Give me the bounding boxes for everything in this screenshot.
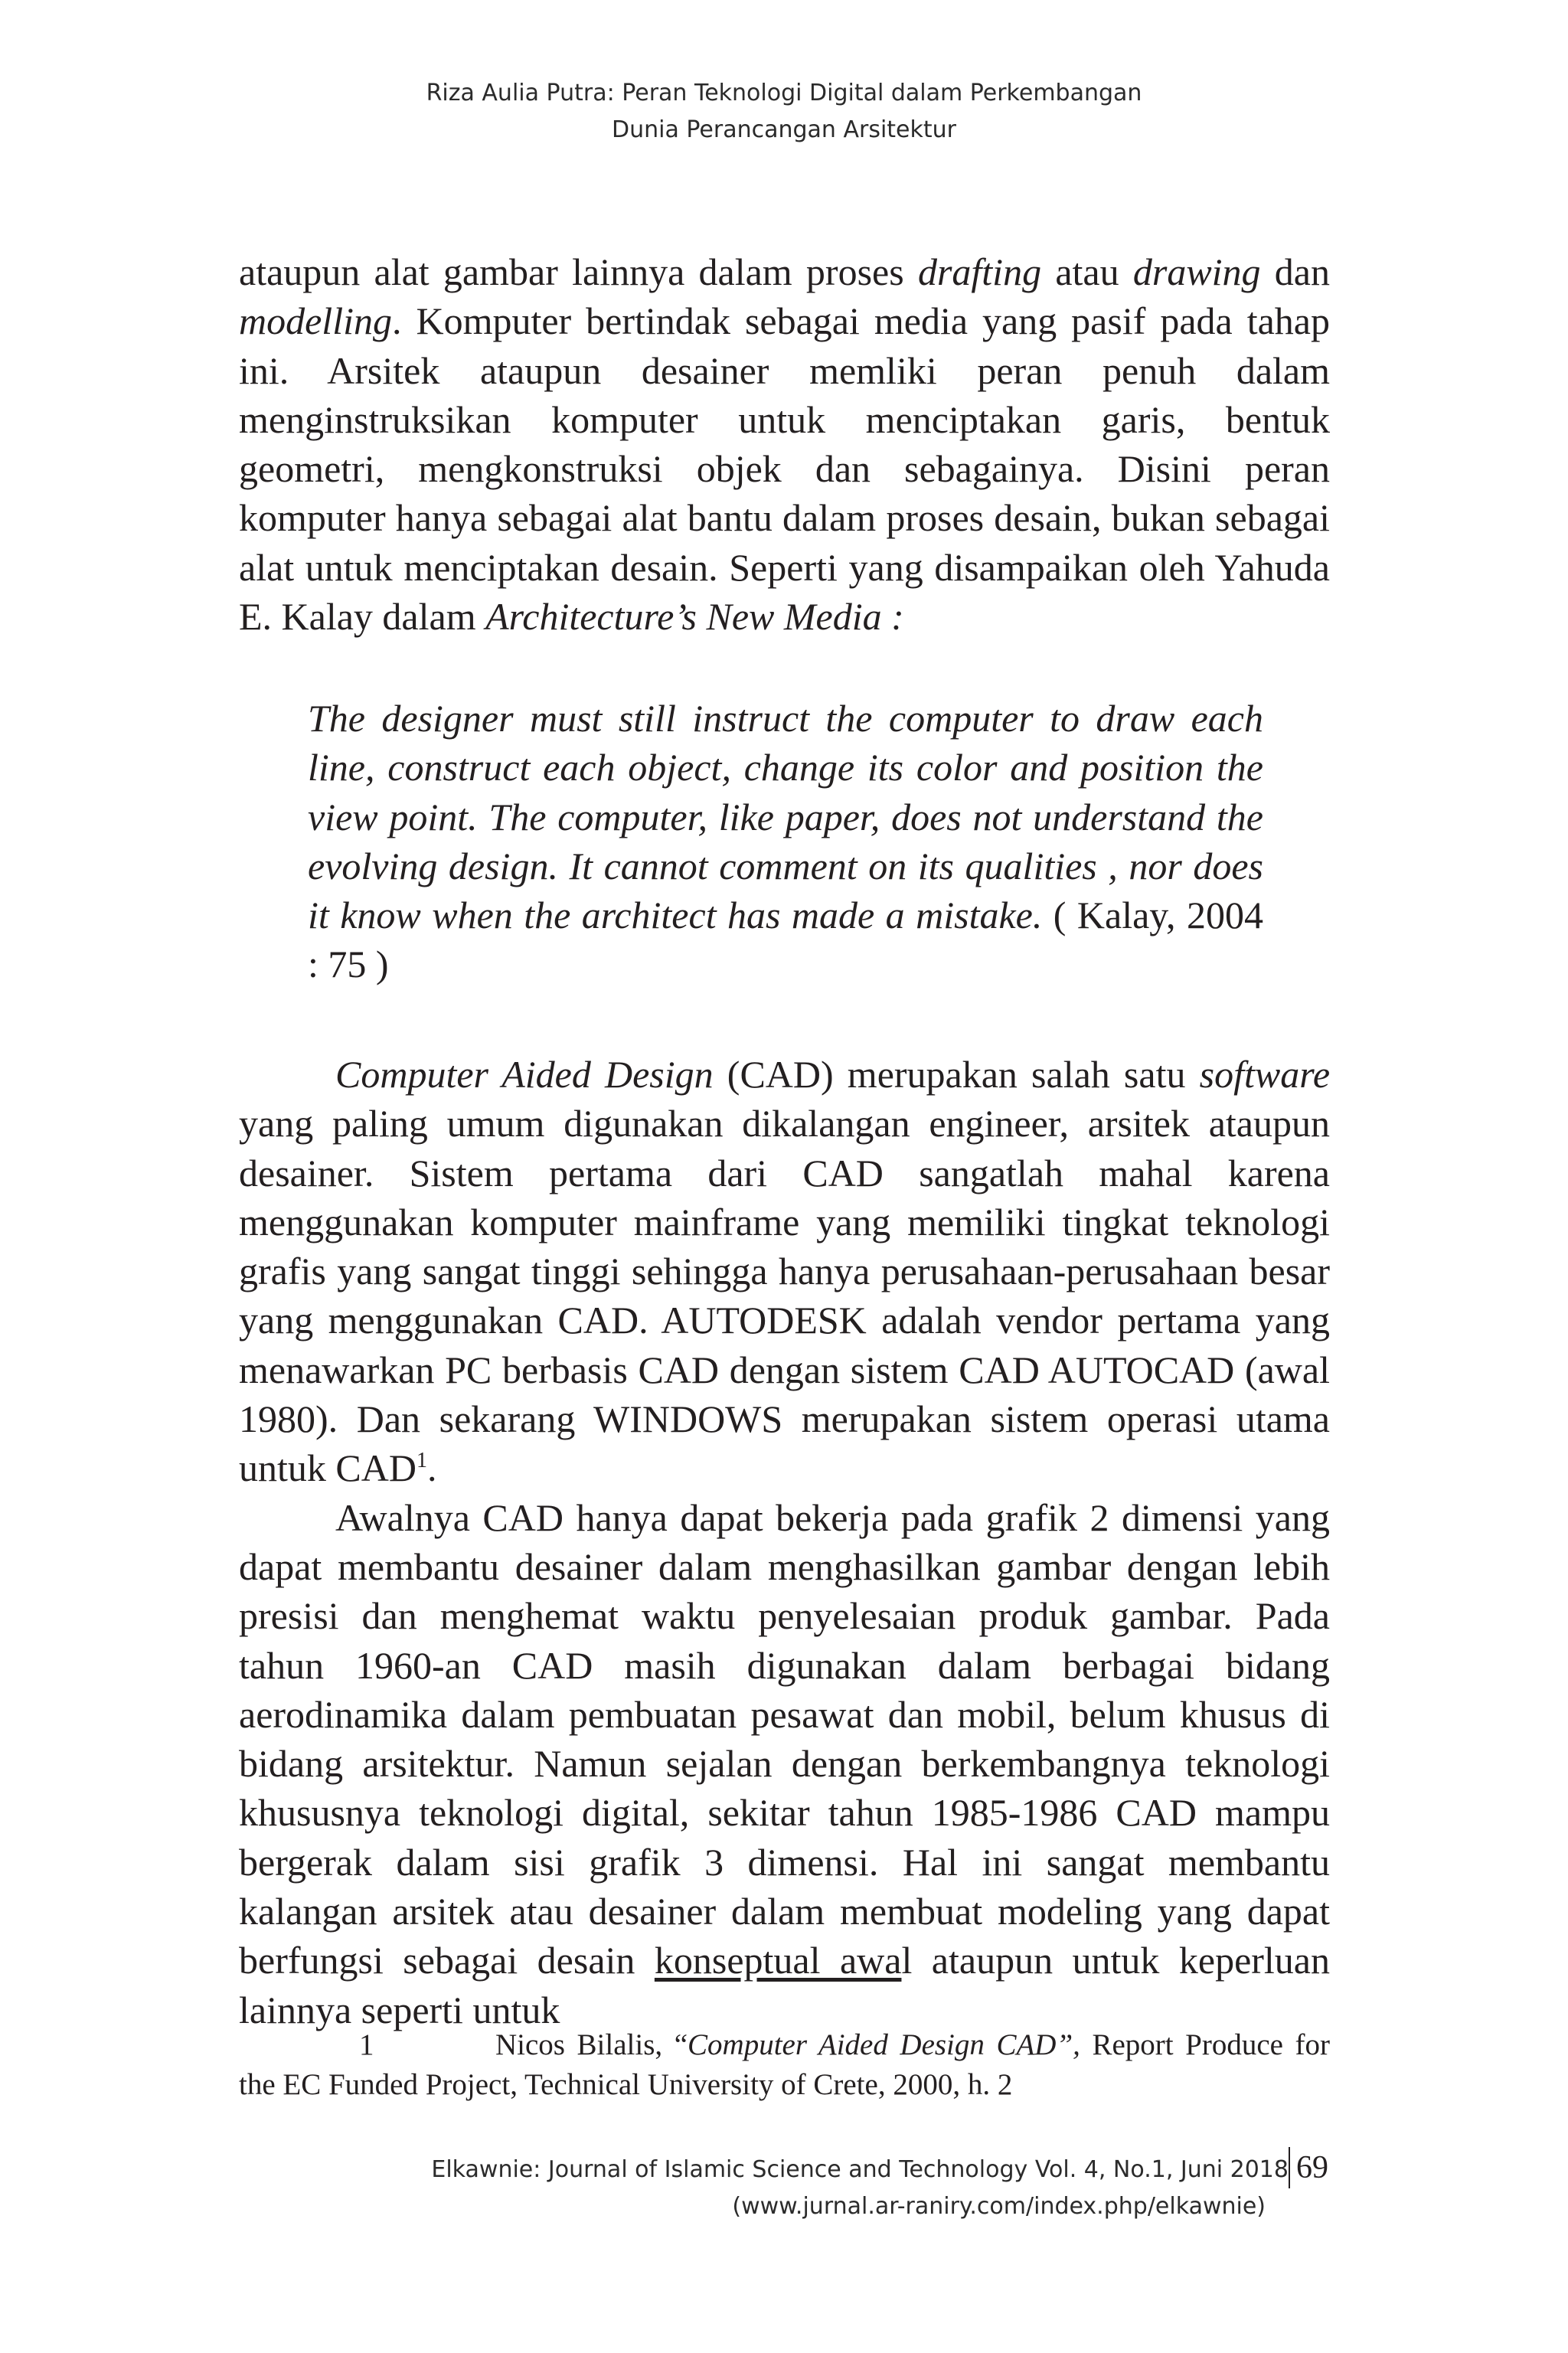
term-computer-aided-design: Computer Aided Design [335,1053,714,1096]
term-software: software [1199,1053,1331,1096]
footnote-reference[interactable]: 1 [416,1449,427,1473]
intro-paragraph [239,247,1330,641]
header-line-2: Dunia Perancangan Arsitektur [612,116,956,143]
intro-text-1: ataupun alat gambar lainnya dalam proses [239,250,918,293]
header-line-1: Riza Aulia Putra: Peran Teknologi Digital dalam Perkembangan [426,80,1142,106]
block-quote [308,694,1263,989]
footnote-text-2: Report Produce for the EC Funded Project, Technical University of Crete, 2000, h. 2 [239,2028,1330,2101]
intro-text-3: dan [1260,250,1330,293]
running-header [0,75,1568,149]
para2-text-1: Awalnya CAD hanya dapat bekerja pada grafik 2 dimensi yang dapat membantu desainer dalam menghasilkan gambar dengan lebih presisi dan menghemat waktu penyelesaian produk gambar. Pada tahun 1960-an CAD masih digunakan dalam berbagai bidang aerodinamika dalam pembuatan pesawat dan mobil, belum khusus di bidang arsitektur. Namun sejalan dengan berkembangnya teknologi khususnya teknologi digital, sekitar tahun 1985-1986 CAD mampu bergerak dalam sisi grafik 3 dimensi. Hal ini sangat membantu kalangan arsitek atau desainer dalam membuat modeling yang dapat berfungsi sebagai desain [239,1495,1330,1982]
paragraph-cad-history [239,1493,1330,2034]
paragraph-cad [239,1050,1330,1493]
term-drawing: drawing [1132,250,1261,293]
footnote-text-1: Nicos Bilalis, “ [495,2028,688,2061]
para1-text-1: (CAD) merupakan salah satu [713,1053,1200,1096]
book-title: Architecture’s New Media : [485,595,904,639]
footnote-number: 1 [359,2028,374,2061]
term-modelling: modelling [239,299,392,343]
para2-text-2: l ataupun untuk keperluan lainnya seperti untuk [239,1939,1330,2031]
page-number: 69 [1289,2147,1328,2188]
intro-text-2: atau [1041,250,1133,293]
underlined-text: konseptual awa [654,1939,902,1982]
main-body [239,1050,1330,2034]
footnote-title: Computer Aided Design CAD”, [688,2028,1080,2061]
footnote [239,2025,1330,2105]
footer-journal: Elkawnie: Journal of Islamic Science and Technology Vol. 4, No.1, Juni 2018 [431,2156,1289,2183]
footer-url[interactable]: (www.jurnal.ar-raniry.com/index.php/elkawnie) [732,2193,1266,2220]
intro-text [239,247,1330,641]
para1-text-2: yang paling umum digunakan dikalangan engineer, arsitek ataupun desainer. Sistem pertama dari CAD sangatlah mahal karena menggunakan komputer mainframe yang memiliki tingkat teknologi grafis yang sangat tinggi sehingga hanya perusahaan-perusahaan besar yang menggunakan CAD. AUTODESK adalah vendor pertama yang menawarkan PC berbasis CAD dengan sistem CAD AUTOCAD (awal 1980). Dan sekarang WINDOWS merupakan sistem operasi utama untuk CAD [239,1102,1330,1490]
quote-citation: ( Kalay, 2004 : 75 ) [308,894,1263,986]
para1-text-3: . [426,1446,437,1490]
intro-text-4: . Komputer bertindak sebagai media yang pasif pada tahap ini. Arsitek ataupun desainer memliki peran penuh dalam menginstruksikan komputer untuk menciptakan garis, bentuk geometri, mengkonstruksi objek dan sebagainya. Disini peran komputer hanya sebagai alat bantu dalam proses desain, bukan sebagai alat untuk menciptakan desain. Seperti yang disampaikan oleh Yahuda E. Kalay dalam [239,299,1330,639]
term-drafting: drafting [917,250,1042,293]
quote-text: The designer must still instruct the computer to draw each line, construct each object, change its color and position the view point. The computer, like paper, does not understand the evolving design. It cannot comment on its qualities , nor does it know when the architect has made a mistake. [308,697,1263,937]
